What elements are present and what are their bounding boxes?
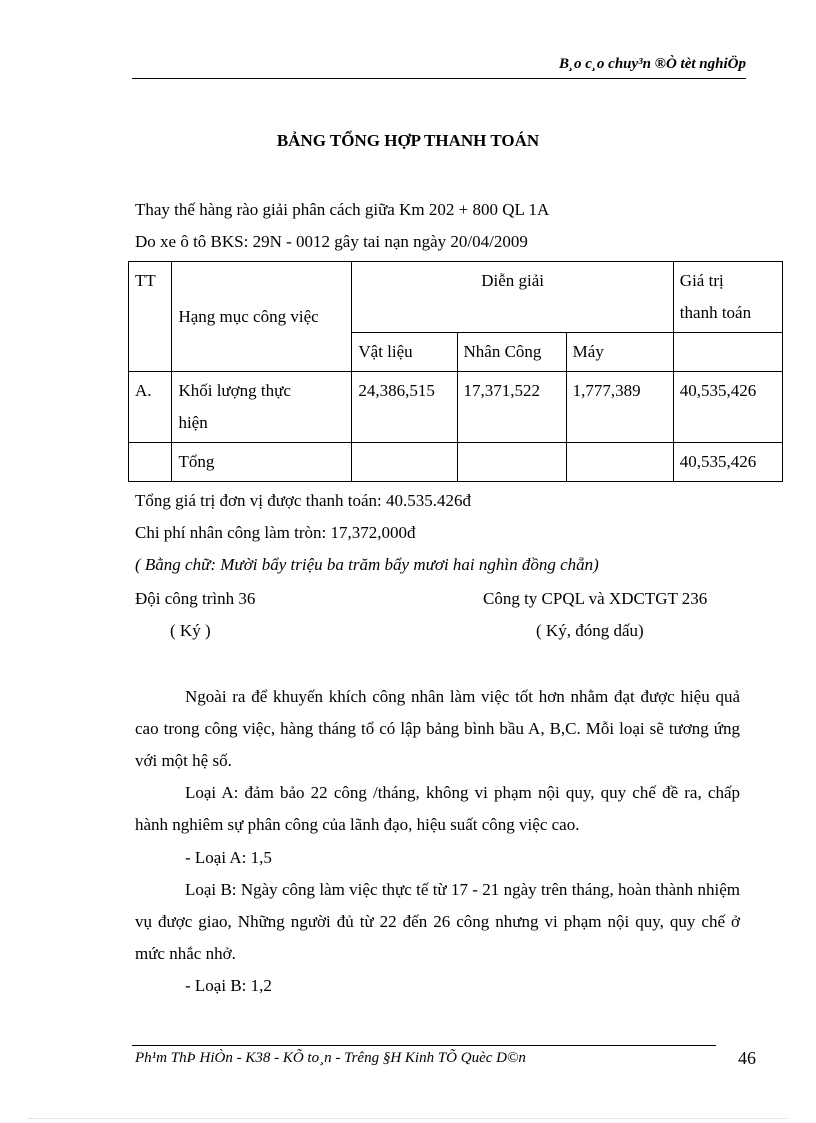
sign-left-note: ( Ký ) (170, 621, 211, 640)
cell-item (172, 372, 352, 443)
header-value-empty (673, 333, 782, 372)
header-item: Hạng mục công việc (172, 262, 352, 372)
cell-labor: 17,371,522 (457, 372, 566, 443)
paragraph-type-b: Loại B: Ngày công làm việc thực tế từ 17 - 21 ngày trên tháng, hoàn thành nhiệm vụ được giao, Những người đủ từ 22 đến 26 công nhưng vi phạm nội quy, quy chế ở mức nhắc nhở. (135, 880, 740, 963)
intro-line-1: Thay thế hàng rào giải phân cách giữa Km 202 + 800 QL 1A (135, 200, 550, 219)
sign-right-name: Công ty CPQL và XDCTGT 236 (483, 589, 708, 608)
footer-author: Ph¹m ThÞ HiÒn - K38 - KÕ to¸n - Trêng §H Kinh TÕ Quèc D©n (135, 1050, 526, 1066)
header-tt: TT (129, 262, 172, 372)
cell-item: Tổng (172, 443, 352, 482)
cell-machine (566, 443, 673, 482)
footer-rule (132, 1045, 716, 1046)
cell-material (352, 443, 457, 482)
page-bottom-dotted-rule (28, 1118, 788, 1119)
cell-tt: A. (129, 372, 172, 443)
cell-value: 40,535,426 (673, 443, 782, 482)
header-detail: Diễn giải (352, 262, 673, 333)
intro-line-2: Do xe ô tô BKS: 29N - 0012 gây tai nạn ngày 20/04/2009 (135, 232, 528, 251)
labor-rounded-line: Chi phí nhân công làm tròn: 17,372,000đ (135, 523, 416, 542)
page-number: 46 (738, 1048, 756, 1068)
table-row (129, 372, 783, 443)
header-value-line2: thanh toán (679, 303, 752, 322)
cell-material: 24,386,515 (352, 372, 457, 443)
header-material: Vật liệu (352, 333, 457, 372)
cell-item-line2: hiện (178, 413, 208, 432)
sign-right-note: ( Ký, đóng dấu) (536, 621, 644, 640)
running-header: B¸o c¸o chuy³n ®Ò tèt nghiÖp (559, 56, 746, 72)
document-title: BẢNG TỔNG HỢP THANH TOÁN (276, 131, 540, 150)
table-row (129, 443, 783, 482)
paragraph-incentive: Ngoài ra để khuyến khích công nhân làm việc tốt hơn nhằm đạt được hiệu quả cao trong công việc, hàng tháng tổ có lập bảng bình bầu A, B,C. Mỗi loại sẽ tương ứng với một hệ số. (135, 687, 740, 770)
header-rule (132, 78, 746, 79)
cell-tt (129, 443, 172, 482)
sign-left-name: Đội công trình 36 (135, 589, 256, 608)
table-header-row (129, 262, 783, 333)
total-line: Tổng giá trị đơn vị được thanh toán: 40.535.426đ (135, 491, 471, 510)
header-value-line1: Giá trị (679, 271, 724, 290)
header-value (673, 262, 782, 333)
payment-table (128, 261, 783, 482)
coefficient-type-a: - Loại A: 1,5 (185, 848, 272, 867)
header-machine: Máy (566, 333, 673, 372)
cell-value: 40,535,426 (673, 372, 782, 443)
amount-in-words: ( Bằng chữ: Mười bẩy triệu ba trăm bẩy mươi hai nghìn đồng chẵn) (135, 555, 599, 574)
coefficient-type-b: - Loại B: 1,2 (185, 976, 272, 995)
header-labor: Nhân Công (457, 333, 566, 372)
cell-labor (457, 443, 566, 482)
cell-machine: 1,777,389 (566, 372, 673, 443)
paragraph-type-a: Loại A: đảm bảo 22 công /tháng, không vi phạm nội quy, quy chế đề ra, chấp hành nghiêm sự phân công của lãnh đạo, hiệu suất công việc cao. (135, 783, 740, 834)
cell-item-line1: Khối lượng thực (178, 381, 291, 400)
